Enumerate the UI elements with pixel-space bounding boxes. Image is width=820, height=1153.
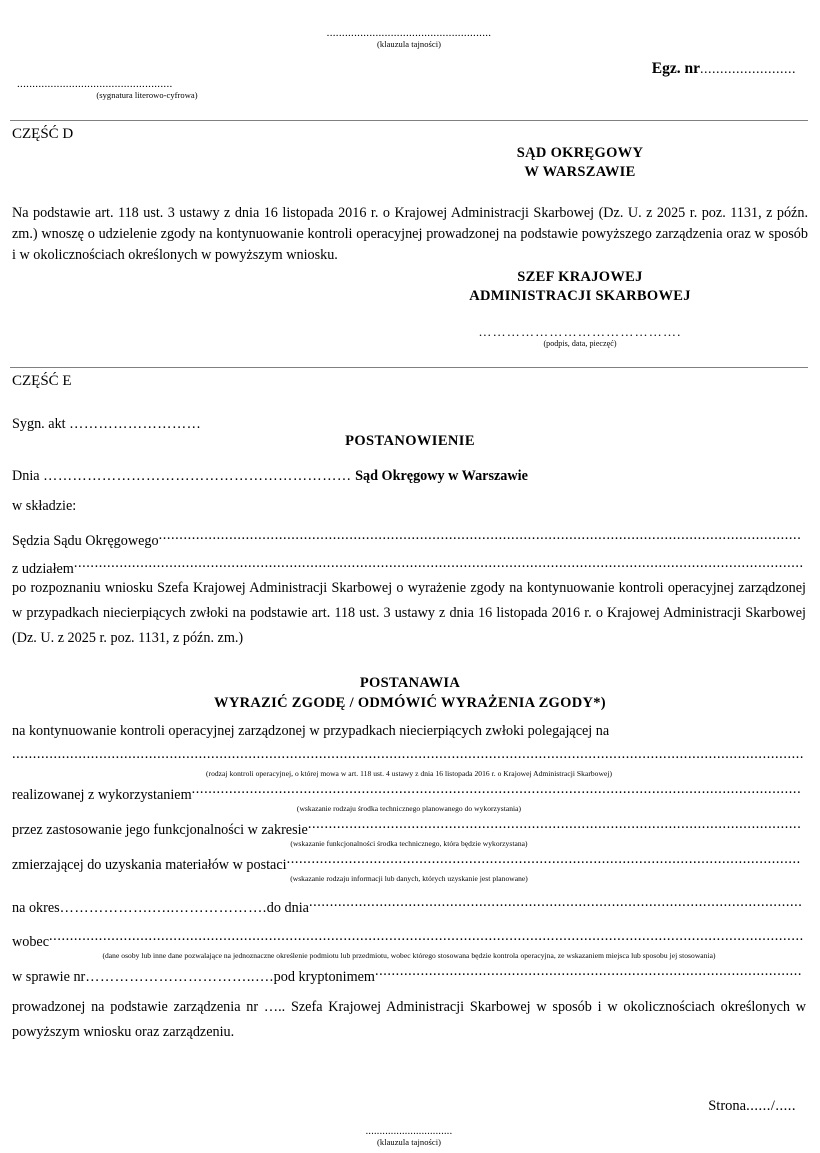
signature-reference-block: [17, 78, 277, 101]
page-number-label: Strona: [708, 1098, 747, 1114]
subject-dots-leader: ......................................................................................................................................................................................: [49, 928, 804, 944]
spacer-3: [12, 987, 806, 995]
until-dots-leader: .......................................................................................................................: [308, 894, 803, 910]
signature-dots-part-d: …………………………………….: [478, 324, 682, 339]
spacer-2: [12, 918, 806, 926]
field-case-dots: ……………………………..….: [85, 969, 274, 985]
field-materials-label: zmierzającej do uzyskania materiałów w postaci: [12, 857, 287, 873]
field-subject: [12, 926, 806, 961]
field-subject-line: [12, 926, 806, 952]
field-technical-means: [12, 779, 806, 814]
field-subject-caption: (dane osoby lub inne dane pozwalające na jednoznaczne określenie podmiotu lub przedmiotu, wobec którego stosowana będzie kontrola operacyjna, ze wskazaniem miejsca lub sposobu jej stosowania): [102, 951, 716, 960]
field-technical-means-caption: (wskazanie rodzaju środka technicznego planowanego do wykorzystania): [296, 804, 522, 813]
field-intro-text: na kontynuowanie kontroli operacyjnej zarządzonej w przypadkach niecierpiących zwłoki polegającej na: [12, 723, 610, 739]
header-secrecy-dots: ......................................................: [326, 27, 492, 39]
field-period-dots: ……………….…..……………….: [59, 900, 267, 916]
field-functionality: [12, 814, 806, 849]
with-participation-dots-leader: ................................................................................................................................................................................: [73, 555, 804, 571]
field-period-label: na okres: [12, 900, 60, 916]
functionality-dots-leader: .......................................................................................................................: [307, 816, 802, 832]
field-case-and-codename-line: [12, 961, 806, 987]
field-surveillance-type: [12, 744, 806, 779]
signer-title: [390, 268, 770, 306]
field-subject-label: wobec: [12, 934, 50, 950]
signature-caption-part-d: (podpis, data, pieczęć): [543, 339, 617, 348]
copy-number-field: [652, 60, 796, 78]
judge-dots-leader: ...........................................................................................................................................................: [158, 527, 802, 543]
field-materials-caption: (wskazanie rodzaju informacji lub danych, których uzyskanie jest planowane): [290, 874, 528, 883]
decision-date-dots: ………………………………………………………: [43, 468, 352, 484]
footer-secrecy-dots: ...............................: [365, 1126, 453, 1137]
field-case-label: w sprawie nr: [12, 969, 86, 985]
codename-dots-leader: .......................................................................................................: [374, 963, 803, 979]
field-period: [12, 892, 806, 918]
technical-means-dots-leader: ...................................................................................................................................................: [191, 781, 802, 797]
part-e-paragraph: po rozpoznaniu wniosku Szefa Krajowej Administracji Skarbowej o wyrażenie zgody na kontynuowanie kontroli operacyjnej zarządzonej w przypadkach niecierpiących zwłoki na podstawie art. 118 ust. 3 ustawy z dnia 16 listopada 2016 r. o Krajowej Administracji Skarbowej (Dz. U. z 2025 r. poz. 1131, z późn. zm.): [12, 580, 806, 646]
panel-label: w składzie:: [12, 498, 77, 514]
ruling-heading-line1: POSTANAWIA: [359, 675, 461, 691]
header-secrecy-clause: [10, 28, 808, 50]
case-file-number-field: [12, 416, 201, 433]
fill-in-fields-block: [12, 718, 806, 1045]
field-materials-line: [12, 849, 806, 875]
page-content: [10, 0, 808, 1153]
ruling-heading-line2: WYRAZIĆ ZGODĘ / ODMÓWIĆ WYRAŻENIA ZGODY*): [214, 695, 606, 711]
field-until-label: do dnia: [266, 900, 309, 916]
field-functionality-label: przez zastosowanie jego funkcjonalności w zakresie: [12, 822, 308, 838]
court-name-line1: SĄD OKRĘGOWY: [516, 145, 644, 161]
with-participation-label: z udziałem: [12, 561, 74, 577]
spacer-1: [12, 884, 806, 892]
signature-reference-caption: (sygnatura literowo-cyfrowa): [96, 90, 198, 100]
signature-reference-dots: ...................................................: [17, 78, 173, 90]
field-codename-label: pod kryptonimem: [273, 969, 375, 985]
field-technical-means-line: [12, 779, 806, 805]
case-file-number-dots: ………………………: [69, 416, 202, 432]
materials-dots-leader: ............................................................................................................................: [286, 851, 801, 867]
judge-label: Sędzia Sądu Okręgowego: [12, 533, 159, 549]
copy-number-dots: ........................: [700, 62, 796, 77]
decision-date-label: Dnia: [12, 468, 40, 484]
field-functionality-caption: (wskazanie funkcjonalności środka technicznego, która będzie wykorzystana): [290, 839, 528, 848]
field-technical-means-label: realizowanej z wykorzystaniem: [12, 787, 192, 803]
part-e-body-text: [12, 576, 806, 651]
header-secrecy-caption: (klauzula tajności): [377, 39, 441, 49]
surveillance-type-dots-leader: ...............................................................................................................................................................................................: [12, 746, 805, 762]
ruling-heading: [110, 673, 710, 713]
field-period-line: [12, 892, 806, 918]
decision-heading: POSTANOWIENIE: [345, 433, 475, 449]
field-surveillance-type-caption: (rodzaj kontroli operacyjnej, o której mowa w art. 118 ust. 4 ustawy z dnia 16 listopada 2016 r. o Krajowej Administracji Skarbowej): [205, 769, 613, 778]
part-d-body-text: Na podstawie art. 118 ust. 3 ustawy z dnia 16 listopada 2016 r. o Krajowej Administracji Skarbowej (Dz. U. z 2025 r. poz. 1131, z późn. zm.) wnoszę o udzielenie zgody na kontynuowanie kontroli operacyjnej prowadzonej na podstawie powyższego zarządzenia oraz w sposób i w okolicznościach określonych w powyższym wniosku.: [12, 205, 808, 263]
divider-part-d: [10, 120, 808, 121]
signer-title-line2: ADMINISTRACJI SKARBOWEJ: [469, 288, 691, 304]
court-name-line2: W WARSZAWIE: [524, 164, 636, 180]
divider-part-e: [10, 367, 808, 368]
field-functionality-line: [12, 814, 806, 840]
signature-area-part-d: [410, 325, 750, 349]
signer-title-line1: SZEF KRAJOWEJ: [517, 269, 643, 285]
field-case-and-codename: [12, 961, 806, 987]
decision-court-name: Sąd Okręgowy w Warszawie: [355, 468, 528, 484]
part-d-label: CZĘŚĆ D: [12, 126, 74, 142]
decision-date-line: [12, 468, 802, 485]
judge-field: [12, 525, 806, 551]
court-addressee: [390, 144, 770, 182]
page-number-dots: ....../.....: [746, 1098, 796, 1114]
page-number-field: [708, 1098, 796, 1115]
part-e-label: CZĘŚĆ E: [12, 373, 72, 389]
field-materials: [12, 849, 806, 884]
field-surveillance-type-line: [12, 744, 806, 770]
copy-number-label: Egz. nr: [651, 60, 700, 77]
footer-secrecy-clause: [10, 1126, 808, 1148]
case-file-number-label: Sygn. akt: [12, 416, 66, 432]
footer-secrecy-caption: (klauzula tajności): [377, 1137, 441, 1147]
field-closing-text: prowadzonej na podstawie zarządzenia nr ….. Szefa Krajowej Administracji Skarbowej w sposób i w okolicznościach określonych w powyższym wniosku oraz zarządzeniu.: [12, 999, 806, 1040]
